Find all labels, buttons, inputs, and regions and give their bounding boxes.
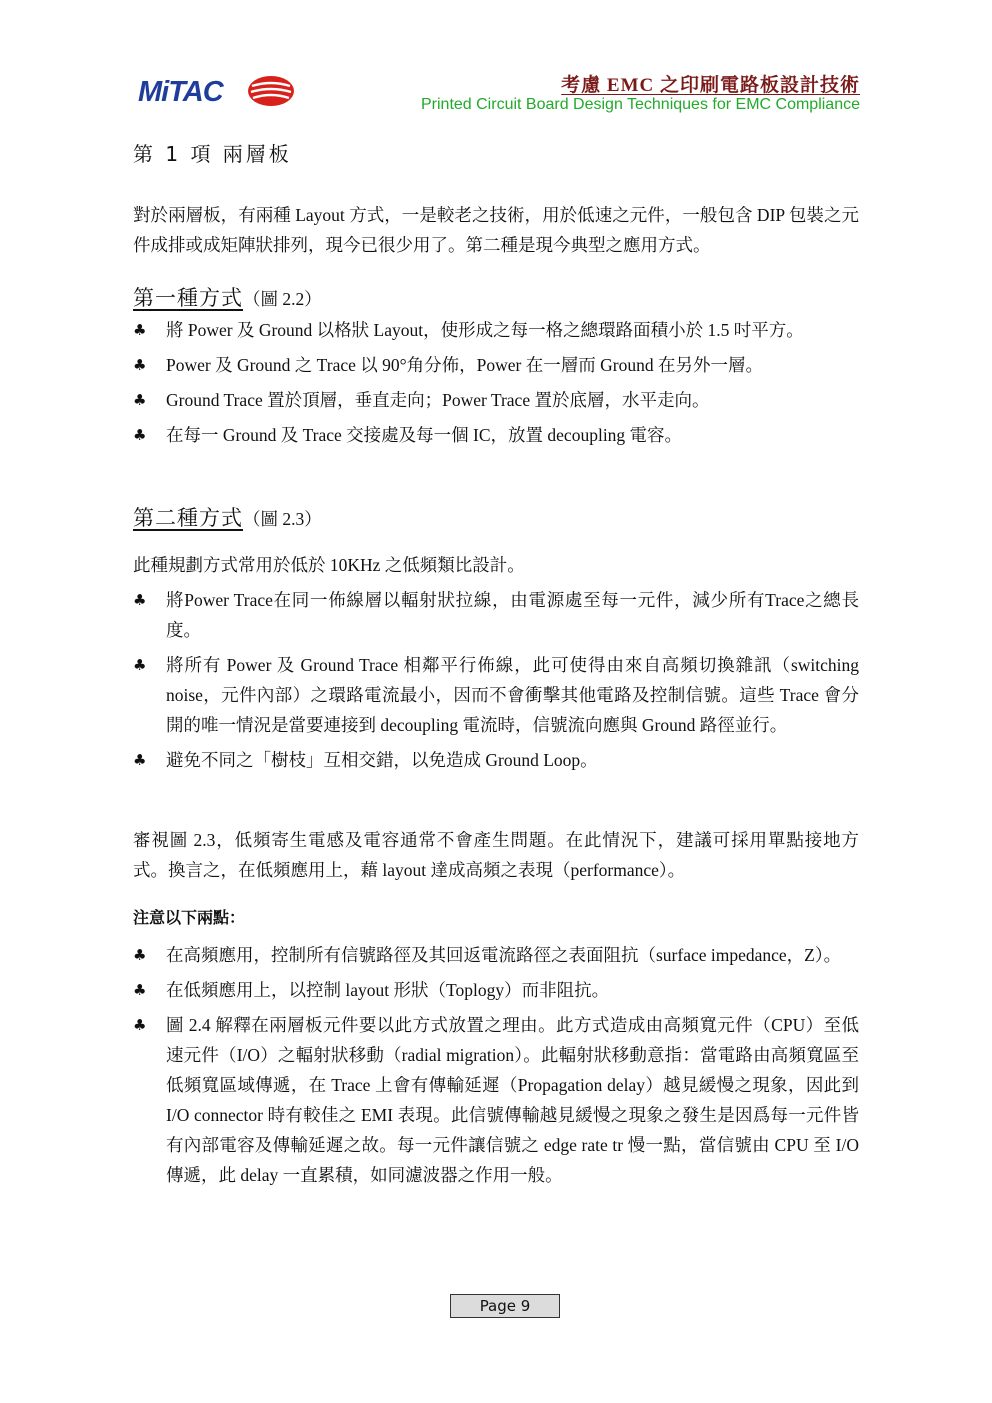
club-bullet-icon: ♣: [133, 1016, 147, 1034]
review-paragraph: 審視圖 2.3，低頻寄生電感及電容通常不會產生問題。在此情況下，建議可採用單點接地方式。換言之，在低頻應用上，藉 layout 達成高頻之表現（performance）。: [133, 830, 859, 880]
review-block: [133, 825, 859, 885]
list-item: ♣ 圖 2.4 解釋在兩層板元件要以此方式放置之理由。此方式造成由高頻寬元件（CPU）至低速元件（I/O）之輻射狀移動（radial migration）。此輻射狀移動意指：當電路由高頻寬區至低頻寬區域傳遞，在 Trace 上會有傳輸延遲（Propagation delay）越見緩慢之現象，因此到 I/O connector 時有較佳之 EMI 表現。此信號傳輸越見緩慢之現象之發生是因爲每一元件皆有內部電容及傳輸延遲之故。每一元件讓信號之 edge rate tr 慢一點，當信號由 CPU 至 I/O 傳遞，此 delay 一直累積，如同濾波器之作用一般。: [133, 1010, 859, 1190]
club-bullet-icon: ♣: [133, 656, 147, 674]
list-item: ♣ 在低頻應用上，以控制 layout 形狀（Toplogy）而非阻抗。: [133, 975, 859, 1005]
method1-title: 第一種方式: [133, 286, 243, 310]
club-bullet-icon: ♣: [133, 981, 147, 999]
logo-emblem-icon: [246, 74, 296, 108]
header-subtitle: Printed Circuit Board Design Techniques for EMC Compliance: [420, 96, 860, 113]
logo-wordmark: MiTAC: [138, 76, 223, 108]
method1-list: [133, 315, 859, 450]
list-item: ♣ 在每一 Ground 及 Trace 交接處及每一個 IC，放置 decoupling 電容。: [133, 420, 859, 450]
club-bullet-icon: ♣: [133, 751, 147, 769]
list-item: ♣ 將所有 Power 及 Ground Trace 相鄰平行佈線，此可使得由來自高頻切換雜訊（switching noise，元件內部）之環路電流最小，因而不會衝擊其他電路及控制信號。這些 Trace 會分開的唯一情況是當要連接到 decoupling 電流時，信號流向應與 Ground 路徑並行。: [133, 650, 859, 740]
club-bullet-icon: ♣: [133, 946, 147, 964]
page-number: Page 9: [450, 1294, 560, 1318]
list-item: ♣ 將Power Trace在同一佈線層以輻射狀拉線，由電源處至每一元件，減少所有Trace之總長度。: [133, 585, 859, 645]
intro-block: [133, 200, 859, 260]
list-item: ♣ 避免不同之「樹枝」互相交錯，以免造成 Ground Loop。: [133, 745, 859, 775]
method1-ref: （圖 2.2）: [243, 289, 322, 309]
club-bullet-icon: ♣: [133, 426, 147, 444]
notes-heading: 注意以下兩點：: [133, 908, 246, 927]
club-bullet-icon: ♣: [133, 321, 147, 339]
club-bullet-icon: ♣: [133, 391, 147, 409]
section-title: 第 1 項 兩層板: [133, 142, 292, 166]
list-item: ♣ 在高頻應用，控制所有信號路徑及其回返電流路徑之表面阻抗（surface impedance，Z）。: [133, 940, 859, 970]
method2-intro: 此種規劃方式常用於低於 10KHz 之低頻類比設計。: [133, 555, 525, 575]
club-bullet-icon: ♣: [133, 591, 147, 609]
method2-ref: （圖 2.3）: [243, 509, 322, 529]
list-item: ♣ 將 Power 及 Ground 以格狀 Layout，使形成之每一格之總環路面積小於 1.5 吋平方。: [133, 315, 859, 345]
notes-block: [133, 903, 859, 1195]
method2-list: [133, 585, 859, 775]
method2-block: [133, 550, 859, 780]
method2-title: 第二種方式: [133, 506, 243, 530]
list-item: ♣ Ground Trace 置於頂層，垂直走向；Power Trace 置於底層，水平走向。: [133, 385, 859, 415]
method1-heading: [133, 282, 322, 312]
method1-list-block: [133, 315, 859, 455]
notes-list: [133, 940, 859, 1190]
club-bullet-icon: ♣: [133, 356, 147, 374]
header-title: 考慮 EMC 之印刷電路板設計技術: [561, 75, 860, 96]
method2-heading: [133, 502, 322, 532]
intro-paragraph: 對於兩層板，有兩種 Layout 方式，一是較老之技術，用於低速之元件，一般包含 DIP 包裝之元件成排或成矩陣狀排列，現今已很少用了。第二種是現今典型之應用方式。: [133, 205, 859, 255]
list-item: ♣ Power 及 Ground 之 Trace 以 90°角分佈，Power 在一層而 Ground 在另外一層。: [133, 350, 859, 380]
